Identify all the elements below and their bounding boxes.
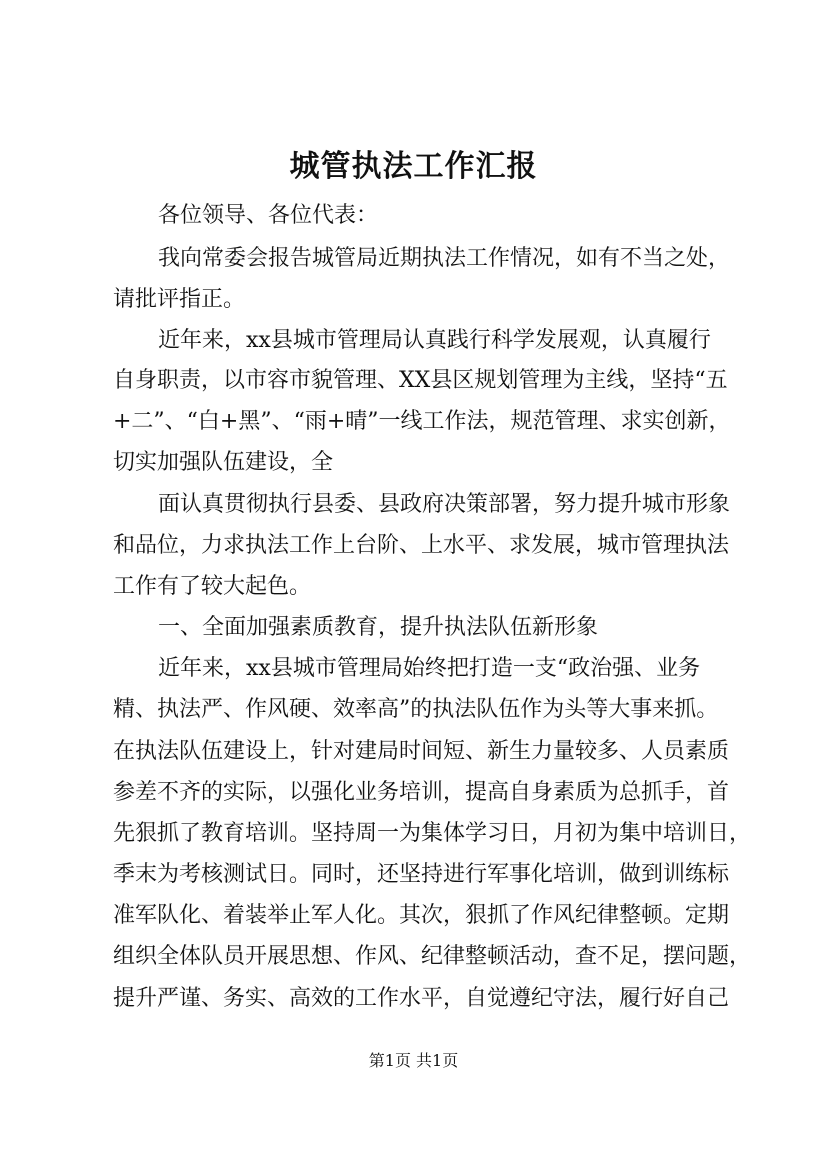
text-line: 精、执法严、作风硬、效率高”的执法队伍作为头等大事来抓。 bbox=[113, 697, 719, 722]
text-line: 提升严谨、务实、高效的工作水平，自觉遵纪守法，履行好自己 bbox=[113, 986, 730, 1011]
section-heading: 一、全面加强素质教育，提升执法队伍新形象 bbox=[158, 615, 599, 640]
text-line: 各位领导、各位代表： bbox=[158, 203, 379, 228]
text-line: 组织全体队员开展思想、作风、纪律整顿活动，查不足，摆问题， bbox=[113, 944, 752, 969]
text-line: 近年来，xx县城市管理局始终把打造一支“政治强、业务 bbox=[158, 656, 701, 681]
text-line: +二”、“白+黑”、“雨+晴”一线工作法，规范管理、求实创新， bbox=[113, 409, 731, 434]
text-line: 在执法队伍建设上，针对建局时间短、新生力量较多、人员素质 bbox=[113, 739, 730, 764]
text-line: 准军队化、着装举止军人化。其次，狠抓了作风纪律整顿。定期 bbox=[113, 903, 730, 928]
text-line: 工作有了较大起色。 bbox=[113, 574, 312, 599]
text-line: 请批评指正。 bbox=[113, 287, 246, 312]
page-number-footer: 第1页 共1页 bbox=[368, 1051, 459, 1070]
text-line: 季末为考核测试日。同时，还坚持进行军事化培训，做到训练标 bbox=[113, 862, 730, 887]
text-line: 切实加强队伍建设，全 bbox=[113, 450, 334, 475]
text-line: 我向常委会报告城管局近期执法工作情况，如有不当之处， bbox=[158, 246, 731, 271]
text-line: 自身职责，以市容市貌管理、XX县区规划管理为主线，坚持“五 bbox=[113, 368, 728, 393]
document-title: 城管执法工作汇报 bbox=[289, 149, 538, 184]
text-line: 面认真贯彻执行县委、县政府决策部署，努力提升城市形象 bbox=[158, 492, 731, 517]
text-line: 和品位，力求执法工作上台阶、上水平、求发展，城市管理执法 bbox=[113, 533, 730, 558]
text-line: 近年来，xx县城市管理局认真践行科学发展观，认真履行 bbox=[158, 328, 711, 353]
text-line: 参差不齐的实际，以强化业务培训，提高自身素质为总抓手，首 bbox=[113, 780, 730, 805]
text-line: 先狠抓了教育培训。坚持周一为集体学习日，月初为集中培训日， bbox=[113, 821, 752, 846]
